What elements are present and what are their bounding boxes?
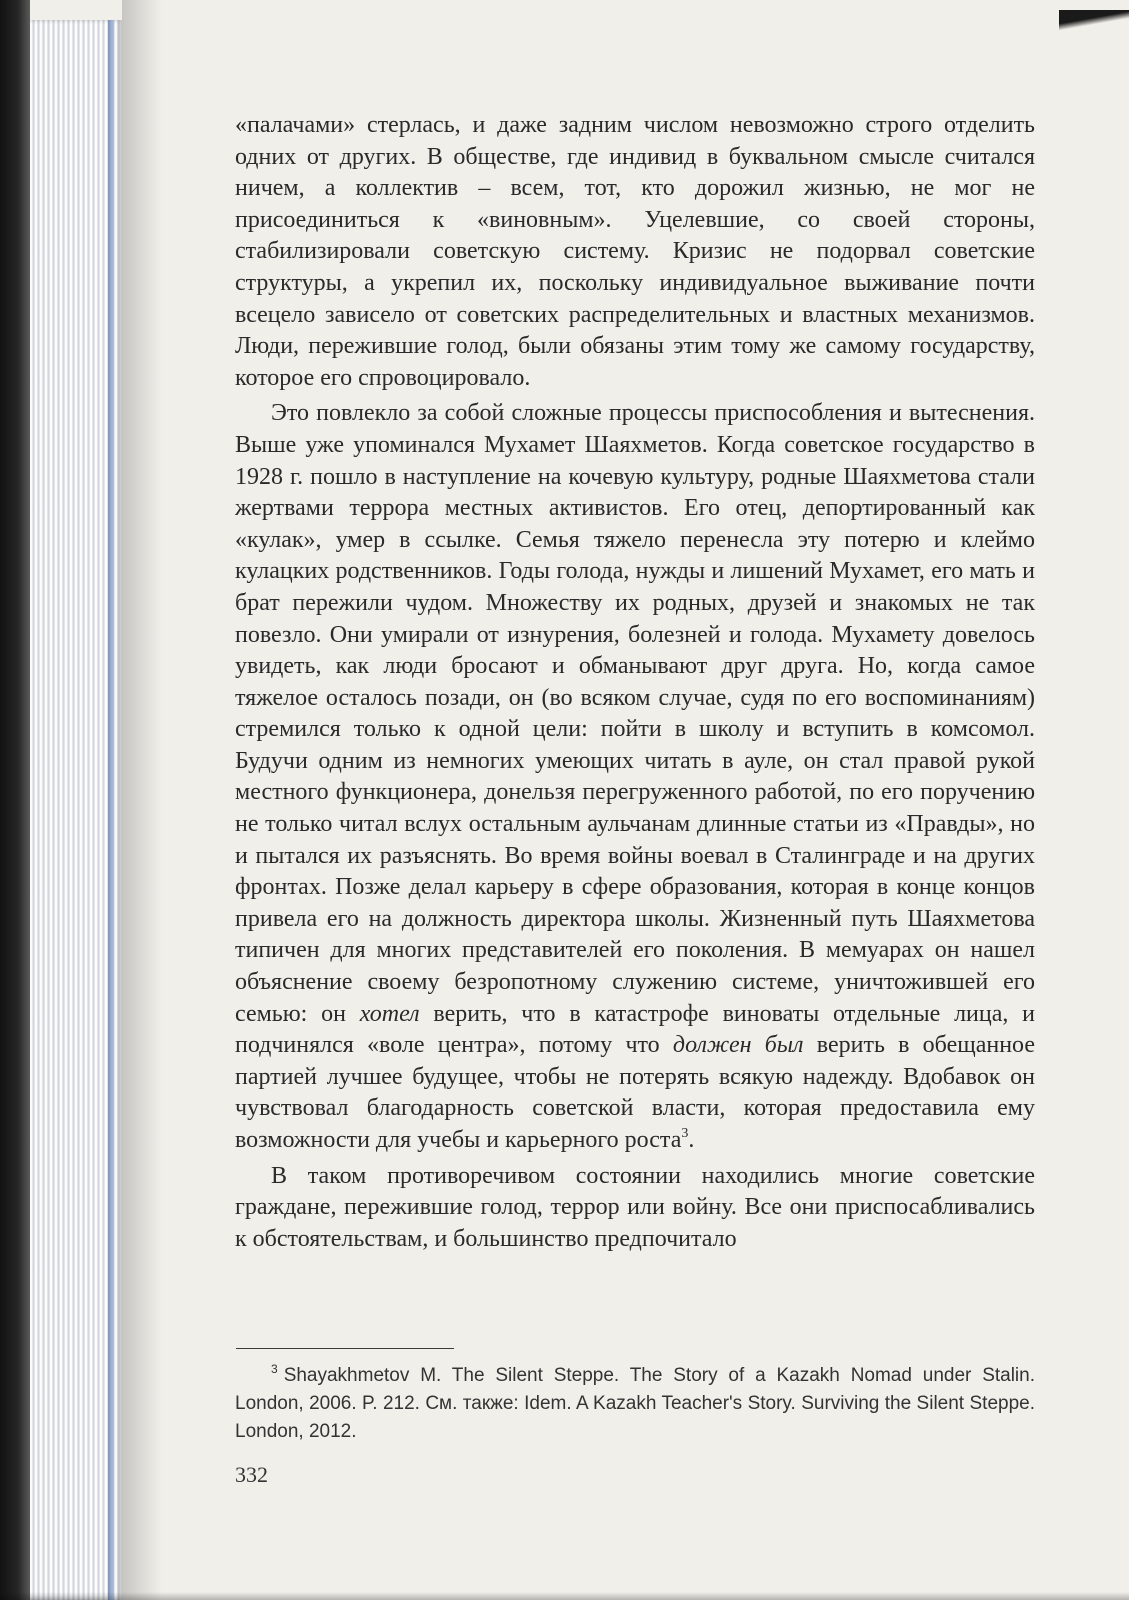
paragraph-2-start: Это повлекло за собой сложные процессы приспособления и вытеснения. Выше уже упоминался Мухамет Шаяхметов. Когда советское государство в 1928 г. пошло в наступление на кочевую культуру, родные Шаяхметова стали жертвами террора местных активистов. Его отец, депортированный как «кулак», умер в ссылке. Семья тяжело перенесла эту потерю и клеймо кулацких родственников. Годы голода, нужды и лишений Мухамет, его мать и брат пережили чудом. Множеству их родных, друзей и знакомых не так повезло. Они умирали от изнурения, болезней и голода. Мухамету довелось увидеть, как люди бросают и обманывают друг друга. Но, когда самое тяжелое осталось позади, он (во всяком случае, судя по его воспоминаниям) стремился только к одной цели: пойти в школу и вступить в комсомол. Будучи одним из немногих умеющих читать в ауле, он стал правой рукой местного функционера, донельзя перегруженного работой, по его поручению не только читал вслух остальным аульчанам длинные статьи из «Правды», но и пытался их разъяснять. Во время войны воевал в Сталинграде и на других фронтах. Позже делал карьеру в сфере образования, которая в конце концов привела его на должность директора школы. Жизненный путь Шаяхметова типичен для многих представителей его поколения. В мемуарах он нашел объяснение своему безропотному служению системе, уничтожившей его семью: он: [235, 400, 1035, 1027]
page-edges: [30, 20, 122, 1600]
footnote-text: Shayakhmetov M. The Silent Steppe. The Story of a Kazakh Nomad under Stalin. London, 2006. P. 212. См. также: Idem. A Kazakh Teacher's Story. Surviving the Silent Steppe. London, 2012.: [235, 1365, 1035, 1442]
paragraph-2: Это повлекло за собой сложные процессы приспособления и вытеснения. Выше уже упоминался Мухамет Шаяхметов. Когда советское государство в 1928 г. пошло в наступление на кочевую культуру, родные Шаяхметова стали жертвами террора местных активистов. Его отец, депортированный как «кулак», умер в ссылке. Семья тяжело перенесла эту потерю и клеймо кулацких родственников. Годы голода, нужды и лишений Мухамет, его мать и брат пережили чудом. Множеству их родных, друзей и знакомых не так повезло. Они умирали от изнурения, болезней и голода. Мухамету довелось увидеть, как люди бросают и обманывают друг друга. Но, когда самое тяжелое осталось позади, он (во всяком случае, судя по его воспоминаниям) стремился только к одной цели: пойти в школу и вступить в комсомол. Будучи одним из немногих умеющих читать в ауле, он стал правой рукой местного функционера, донельзя перегруженного работой, по его поручению не только читал вслух остальным аульчанам длинные статьи из «Правды», но и пытался их разъяснять. Во время войны воевал в Сталинграде и на других фронтах. Позже делал карьеру в сфере образования, которая в конце концов привела его на должность директора школы. Жизненный путь Шаяхметова типичен для многих представителей его поколения. В мемуарах он нашел объяснение своему безропотному служению системе, уничтожившей его семью: он хотел верить, что в катастрофе виноваты отдельные лица, и подчинялся «воле центра», потому что должен был верить в обещанное партией лучшее будущее, чтобы не потерять всякую надежду. Вдобавок он чувствовал благодарность советской власти, которая предоставила ему возможности для учебы и карьерного роста$^3$.: [235, 400, 1036, 1153]
footnote-divider: [236, 1348, 454, 1349]
paragraph-3: В таком противоречивом состоянии находились многие советские граждане, пережившие голод, террор или войну. Все они приспосабливались к обстоятельствам, и большинство предпочитало: [235, 1162, 1035, 1252]
book-spine: [0, 0, 30, 1600]
italic-word-hotel: хотел: [359, 1000, 420, 1027]
italic-phrase-dolzhen-byl: должен был: [672, 1032, 804, 1059]
page-number: 332: [235, 1462, 268, 1487]
page-corner-shadow: [1059, 10, 1129, 32]
paragraph-1: «палачами» стерлась, и даже задним числом невозможно строго отделить одних от других. В обществе, где индивид в буквальном смысле считался ничем, а коллектив – всем, тот, кто дорожил жизнью, не мог не присоединиться к «виновным». Уцелевшие, со своей стороны, стабилизировали советскую систему. Кризис не подорвал советские структуры, а укрепил их, поскольку индивидуальное выживание почти всецело зависело от советских распределительных и властных механизмов. Люди, пережившие голод, были обязаны этим тому же самому государству, которое его спровоцировало.: [235, 112, 1035, 391]
page-gutter-shadow: [122, 0, 162, 1600]
footnote-marker: 3: [271, 1362, 278, 1376]
paragraph-2-end: верить в обещанное партией лучшее будущее, чтобы не потерять всякую надежду. Вдобавок он чувствовал благодарность советской власти, которая предоставила ему возможности для учебы и карьерного роста: [235, 1032, 1035, 1153]
bottom-shadow: [0, 1592, 1129, 1600]
footnote-reference[interactable]: 3: [681, 1126, 689, 1141]
main-text: [235, 110, 1035, 1255]
footnote: [235, 1362, 1035, 1446]
paragraph-2-middle: верить, что в катастрофе виноваты отдельные лица, и подчинялся «воле центра», потому что: [235, 1000, 1036, 1059]
